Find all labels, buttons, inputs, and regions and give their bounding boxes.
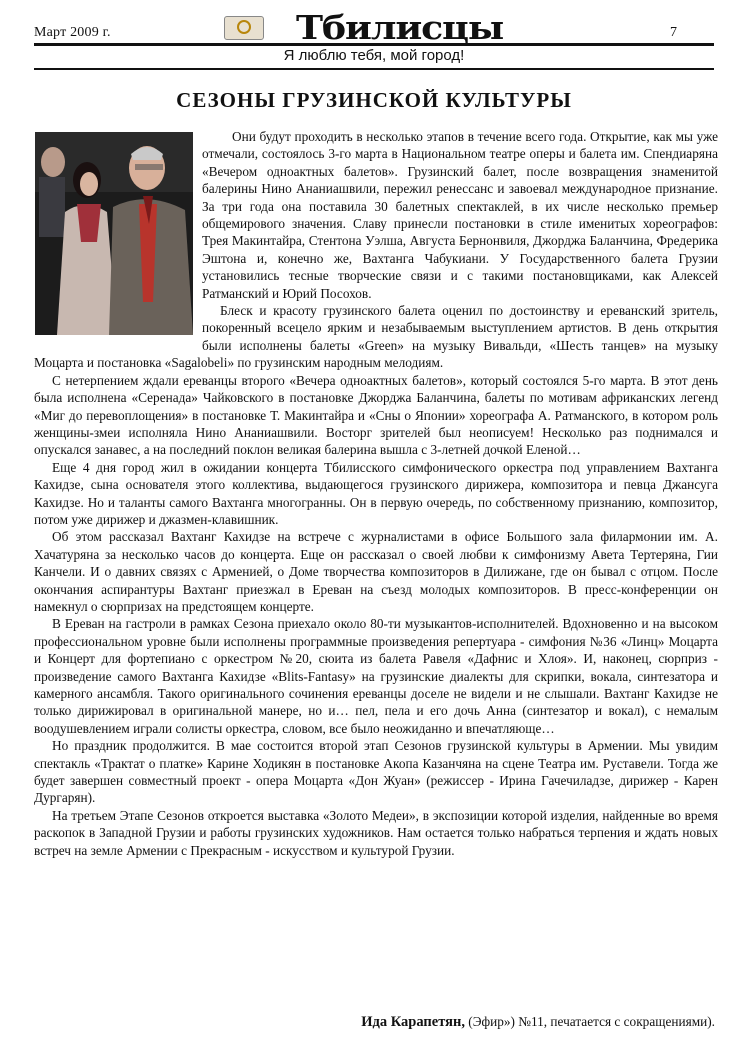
- header-rule-top: [34, 43, 714, 46]
- article-signature: [361, 1014, 715, 1031]
- paragraph: Но праздник продолжится. В мае состоится второй этап Сезонов грузинской культуры в Армении. Мы увидим спектакль «Трактат о платке» Карине Ходикян в постановке Акопа Казанчяна на сцене Театра им. Руставели. Тогда же будет завершен совместный проект - опера Моцарта «Дон Жуан» (режиссер - Ирина Гачечиладзе, дирижер - Карен Дургарян).: [34, 738, 718, 806]
- paragraph: Еще 4 дня город жил в ожидании концерта Тбилисского симфонического оркестра под управлением Вахтанга Кахидзе, сына основателя этого коллектива, выдающегося грузинского дирижера, композитора и певца Джансуга Кахидзе. Но и таланты самого Вахтанга многогранны. Он в первую очередь, по собственному признанию, композитор, потом уже дирижер и джазмен-клавишник.: [34, 459, 718, 527]
- author-name: Ида Карапетян,: [361, 1014, 465, 1030]
- article-title: СЕЗОНЫ ГРУЗИНСКОЙ КУЛЬТУРЫ: [176, 88, 572, 112]
- publication-logo: Тбилисцы: [296, 8, 504, 47]
- page-number: 7: [670, 25, 677, 40]
- paragraph: Об этом рассказал Вахтанг Кахидзе на встрече с журналистами в офисе Большого зала филармонии им. А. Хачатуряна за несколько часов до концерта. Еще он рассказал о своей любви к симфонизму Авета Тертеряна, Гии Канчели. И о давних связях с Арменией, о Доме творчества композиторов в Дилижане, где он бывал с отцом. После окончания аспирантуры Вахтанг приезжал в Ереван на съезд молодых композиторов. В пресс-конференции он намекнул о сюрпризах на предстоящем концерте.: [34, 529, 718, 614]
- paragraph: Они будут проходить в несколько этапов в течение всего года. Открытие, как мы уже отмечали, состоялось 3-го марта в Национальном театре оперы и балета им. Спендиаряна «Вечером одноактных балетов». Грузинский балет, после возвращения знаменитой балерины Нино Ананиашвили, пережил ренессанс и завоевал международное признание. За три года она поставила 30 балетных спектаклей, в их числе несколько премьер общемирового значения. Славу принесли постановки в стиле именитых хореографов: Трея Макинтайра, Стентона Уэлша, Августа Бернонвиля, Джорджа Баланчина, Фредерика Эштона и, конечно же, Вахтанга Чабукиани. У Государственного балета Грузии установились тесные творческие связи и с такими постановщиками, как Алексей Ратманский и Юрий Посохов.: [202, 129, 718, 301]
- paragraph: В Ереван на гастроли в рамках Сезона приехало около 80-ти музыкантов-исполнителей. Вдохновенно и на высоком профессиональном уровне были исполнены программные произведения репертуара - симфония №36 «Линц» Моцарта и Концерт для фортепиано с оркестром №20, сюита из балета Равеля «Дафнис и Хлоя». И, наконец, сюрприз - произведение самого Вахтанга Кахидзе «Blits-Fantasy» на грузинские диалекты для скрипки, вокала, синтезатора и камерного ансамбля. Такого оригинального сочинения ереванцы доселе не видели и не слышали. Вахтанг Кахидзе не только дирижировал в оригинальной манере, но и… пел, пела и его дочь Анна (синтезатор и вокал), с немалым воодушевлением играли солисты оркестра, словом, все было неожиданно и впечатляюще…: [34, 616, 718, 736]
- paragraph: На третьем Этапе Сезонов откроется выставка «Золото Медеи», в экспозиции которой изделия, найденные во время раскопок в Западной Грузии и работы грузинских художников. Нам остается только набраться терпения и ждать новых встреч на земле Армении с Прекрасным - искусством и культурой Грузии.: [34, 807, 718, 858]
- publication-emblem-icon: [224, 16, 264, 40]
- header-rule-bottom: [34, 68, 714, 70]
- tagline: Я люблю тебя, мой город!: [283, 47, 465, 64]
- article-body: [34, 128, 718, 859]
- article-source: (Эфир») №11, печатается с сокращениями).: [468, 1014, 715, 1029]
- paragraph: Блеск и красоту грузинского балета оценил по достоинству и ереванский зритель, покоренный всецело ярким и незабываемым выступлением артистов. В день открытия были исполнены балеты «Green» на музыку Вивальди, «Шесть танцев» на музыку Моцарта и постановка «Sagalobeli» по грузинским народным мелодиям.: [34, 303, 718, 371]
- paragraph: С нетерпением ждали ереванцы второго «Вечера одноактных балетов», который состоялся 5-го марта. В этот день была исполнена «Серенада» Чайковского в постановке Джорджа Баланчина, балеты по мотивам африканских легенд «Миг до перевоплощения» в постановке Т. Макинтайра и «Сны о Японии» хореографа А. Ратманского, в котором роль женщины-змеи исполняла Нино Ананиашвили. Восторг зрителей был неописуем! Несколько раз поднимался и опускался занавес, а на последний поклон великая балерина вышла с 3-летней дочкой Еленой…: [34, 372, 718, 458]
- issue-date: Март 2009 г.: [34, 25, 111, 40]
